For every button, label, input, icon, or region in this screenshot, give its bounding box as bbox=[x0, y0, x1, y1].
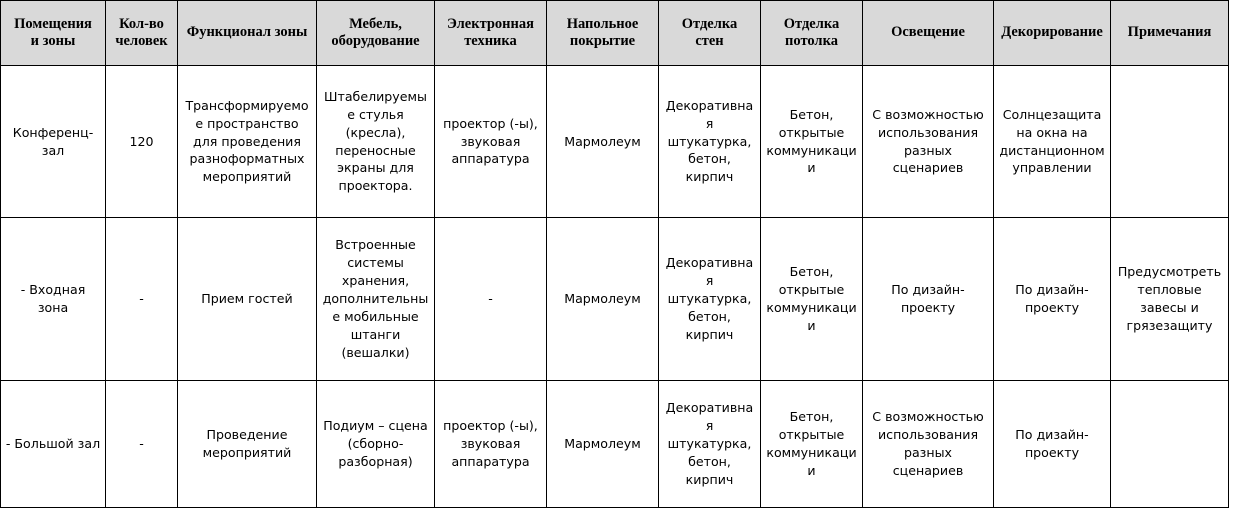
column-header-electronics: Электронная техника bbox=[435, 1, 547, 66]
column-header-decoration: Декорирование bbox=[994, 1, 1111, 66]
cell-walls: Декоративная штукатурка, бетон, кирпич bbox=[659, 218, 761, 381]
column-header-function: Функционал зоны bbox=[178, 1, 317, 66]
cell-walls: Декоративная штукатурка, бетон, кирпич bbox=[659, 66, 761, 218]
column-header-ceiling: Отделка потолка bbox=[761, 1, 863, 66]
cell-function: Прием гостей bbox=[178, 218, 317, 381]
cell-decoration: Солнцезащита на окна на дистанционном управлении bbox=[994, 66, 1111, 218]
column-header-notes: Примечания bbox=[1111, 1, 1229, 66]
cell-electronics: проектор (-ы), звуковая аппаратура bbox=[435, 381, 547, 508]
cell-capacity: 120 bbox=[106, 66, 178, 218]
cell-flooring: Мармолеум bbox=[547, 381, 659, 508]
table-header-row bbox=[1, 1, 1229, 66]
cell-ceiling: Бетон, открытые коммуникации bbox=[761, 218, 863, 381]
table-body bbox=[1, 66, 1229, 508]
cell-flooring: Мармолеум bbox=[547, 66, 659, 218]
cell-function: Трансформируемое пространство для проведения разноформатных мероприятий bbox=[178, 66, 317, 218]
cell-capacity: - bbox=[106, 218, 178, 381]
cell-electronics: - bbox=[435, 218, 547, 381]
cell-ceiling: Бетон, открытые коммуникации bbox=[761, 381, 863, 508]
column-header-flooring: Напольное покрытие bbox=[547, 1, 659, 66]
cell-decoration: По дизайн-проекту bbox=[994, 218, 1111, 381]
table-row bbox=[1, 66, 1229, 218]
cell-notes: Предусмотреть тепловые завесы и грязезащиту bbox=[1111, 218, 1229, 381]
cell-furniture: Встроенные системы хранения, дополнительные мобильные штанги (вешалки) bbox=[317, 218, 435, 381]
cell-room: - Входная зона bbox=[1, 218, 106, 381]
cell-walls: Декоративная штукатурка, бетон, кирпич bbox=[659, 381, 761, 508]
cell-electronics: проектор (-ы), звуковая аппаратура bbox=[435, 66, 547, 218]
cell-ceiling: Бетон, открытые коммуникации bbox=[761, 66, 863, 218]
column-header-furniture: Мебель, оборудование bbox=[317, 1, 435, 66]
cell-notes bbox=[1111, 66, 1229, 218]
cell-notes bbox=[1111, 381, 1229, 508]
cell-lighting: С возможностью использования разных сценариев bbox=[863, 66, 994, 218]
column-header-walls: Отделка стен bbox=[659, 1, 761, 66]
cell-function: Проведение мероприятий bbox=[178, 381, 317, 508]
cell-lighting: По дизайн-проекту bbox=[863, 218, 994, 381]
table-row bbox=[1, 381, 1229, 508]
cell-decoration: По дизайн-проекту bbox=[994, 381, 1111, 508]
cell-capacity: - bbox=[106, 381, 178, 508]
column-header-lighting: Освещение bbox=[863, 1, 994, 66]
column-header-premises: Помещения и зоны bbox=[1, 1, 106, 66]
cell-lighting: С возможностью использования разных сценариев bbox=[863, 381, 994, 508]
cell-room: - Большой зал bbox=[1, 381, 106, 508]
table-row bbox=[1, 218, 1229, 381]
cell-furniture: Подиум – сцена (сборно-разборная) bbox=[317, 381, 435, 508]
cell-room: Конференц-зал bbox=[1, 66, 106, 218]
cell-furniture: Штабелируемые стулья (кресла), переносные экраны для проектора. bbox=[317, 66, 435, 218]
cell-flooring: Мармолеум bbox=[547, 218, 659, 381]
column-header-capacity: Кол-во человек bbox=[106, 1, 178, 66]
